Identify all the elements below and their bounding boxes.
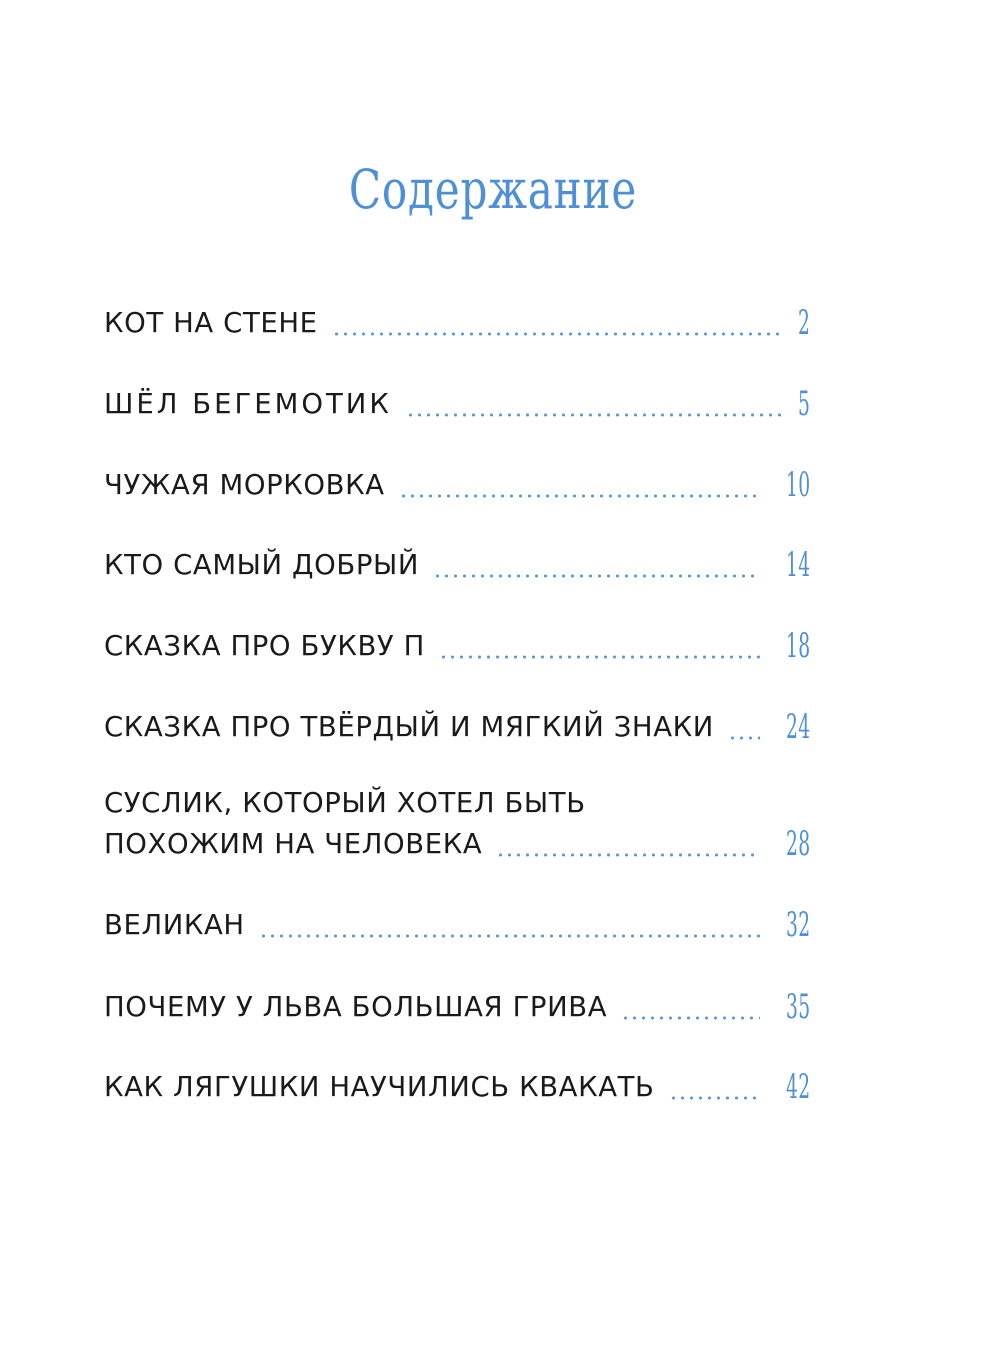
- dot-leader: [621, 1001, 759, 1021]
- toc-entry-page: 28: [785, 824, 810, 864]
- dot-leader: [259, 919, 760, 939]
- toc-entry-page: 5: [797, 384, 810, 424]
- dot-leader: [399, 479, 760, 499]
- toc-entry-title: ПОЧЕМУ У ЛЬВА БОЛЬШАЯ ГРИВА: [104, 991, 608, 1023]
- toc-entry[interactable]: [104, 465, 810, 506]
- toc-entry-title: ЧУЖАЯ МОРКОВКА: [104, 469, 385, 501]
- toc-entry[interactable]: [104, 783, 810, 865]
- toc-entry[interactable]: [104, 384, 810, 425]
- toc-entry[interactable]: [104, 545, 810, 586]
- toc-entry-title: СКАЗКА ПРО ТВЁРДЫЙ И МЯГКИЙ ЗНАКИ: [104, 711, 714, 743]
- toc-entry[interactable]: [104, 626, 810, 667]
- toc-entry-title: ВЕЛИКАН: [104, 909, 245, 941]
- dot-leader: [406, 398, 782, 418]
- toc-entry-page: 42: [785, 1067, 810, 1107]
- toc-entry[interactable]: [104, 707, 810, 748]
- toc-entry-page: 18: [785, 626, 810, 666]
- dot-leader: [496, 838, 759, 858]
- toc-entry-page: 35: [785, 987, 810, 1027]
- dot-leader: [332, 317, 782, 337]
- toc-entry-page: 2: [797, 303, 810, 343]
- toc-entry-page: 10: [785, 465, 810, 505]
- toc-entry[interactable]: [104, 987, 810, 1028]
- page-title: Содержание: [348, 158, 638, 221]
- toc-entry-second-row: [104, 824, 810, 865]
- toc-entry-title-line2: ПОХОЖИМ НА ЧЕЛОВЕКА: [104, 828, 483, 860]
- toc-entry-title: КТО САМЫЙ ДОБРЫЙ: [104, 549, 420, 581]
- toc-entry-title: ШЁЛ БЕГЕМОТИК: [104, 388, 392, 420]
- toc-entry[interactable]: [104, 905, 810, 946]
- toc-entry-page: 24: [785, 707, 810, 747]
- dot-leader: [433, 559, 759, 579]
- toc-entry[interactable]: [104, 303, 810, 344]
- toc-entry-title: КАК ЛЯГУШКИ НАУЧИЛИСЬ КВАКАТЬ: [104, 1071, 655, 1103]
- toc-entry-title-line1: СУСЛИК, КОТОРЫЙ ХОТЕЛ БЫТЬ: [104, 787, 586, 819]
- toc-entry-page: 14: [785, 545, 810, 585]
- toc-entry-page: 32: [785, 905, 810, 945]
- toc-entry-title: СКАЗКА ПРО БУКВУ П: [104, 630, 425, 662]
- toc-entry-title: КОТ НА СТЕНЕ: [104, 307, 318, 339]
- dot-leader: [439, 640, 760, 660]
- toc-entry[interactable]: [104, 1067, 810, 1108]
- dot-leader: [669, 1081, 760, 1101]
- dot-leader: [728, 721, 760, 741]
